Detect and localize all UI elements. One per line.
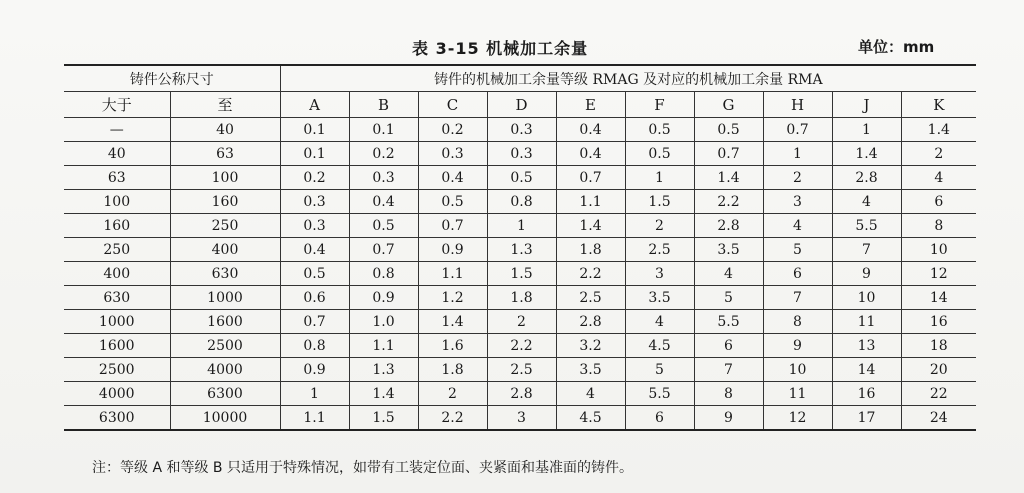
allowance-cell: 0.5 [349, 214, 418, 238]
size-to-cell: 1600 [170, 310, 280, 334]
allowance-cell: 2.5 [625, 238, 694, 262]
allowance-cell: 0.5 [625, 118, 694, 142]
table-row [64, 214, 976, 238]
allowance-cell: 7 [763, 286, 832, 310]
size-from-cell: 100 [64, 190, 170, 214]
grade-col-header: A [280, 92, 349, 118]
size-from-cell: 4000 [64, 382, 170, 406]
table-row [64, 358, 976, 382]
allowance-cell: 1.5 [349, 406, 418, 431]
allowance-cell: 0.5 [418, 190, 487, 214]
allowance-cell: 0.2 [418, 118, 487, 142]
allowance-cell: 18 [901, 334, 976, 358]
allowance-cell: 2.2 [418, 406, 487, 431]
allowance-cell: 2.2 [556, 262, 625, 286]
allowance-cell: 0.8 [487, 190, 556, 214]
allowance-cell: 24 [901, 406, 976, 431]
allowance-cell: 0.7 [763, 118, 832, 142]
allowance-cell: 1.2 [418, 286, 487, 310]
allowance-cell: 0.7 [280, 310, 349, 334]
allowance-cell: 17 [832, 406, 901, 431]
allowance-cell: 1.3 [349, 358, 418, 382]
size-to-cell: 10000 [170, 406, 280, 431]
grade-col-header: K [901, 92, 976, 118]
allowance-cell: 1.1 [280, 406, 349, 431]
allowance-cell: 2.2 [487, 334, 556, 358]
allowance-cell: 1 [763, 142, 832, 166]
size-from-cell: 1600 [64, 334, 170, 358]
allowance-cell: 2 [901, 142, 976, 166]
allowance-cell: 22 [901, 382, 976, 406]
table-row [64, 142, 976, 166]
allowance-cell: 1.6 [418, 334, 487, 358]
allowance-cell: 4 [625, 310, 694, 334]
size-header: 铸件公称尺寸 [64, 65, 280, 92]
grade-header: 铸件的机械加工余量等级 RMAG 及对应的机械加工余量 RMA [280, 65, 976, 92]
allowance-cell: 16 [901, 310, 976, 334]
allowance-cell: 10 [763, 358, 832, 382]
allowance-cell: 1.4 [832, 142, 901, 166]
grade-col-header: E [556, 92, 625, 118]
size-from-cell: 40 [64, 142, 170, 166]
allowance-cell: 1.5 [487, 262, 556, 286]
table-row [64, 262, 976, 286]
allowance-cell: 3.5 [694, 238, 763, 262]
allowance-cell: 0.4 [349, 190, 418, 214]
grade-col-header: B [349, 92, 418, 118]
header-row-1 [64, 65, 976, 92]
allowance-cell: 0.1 [280, 118, 349, 142]
allowance-cell: 1.4 [901, 118, 976, 142]
grade-col-header: C [418, 92, 487, 118]
allowance-cell: 12 [901, 262, 976, 286]
allowance-cell: 2 [763, 166, 832, 190]
allowance-cell: 11 [763, 382, 832, 406]
allowance-cell: 2.8 [487, 382, 556, 406]
allowance-cell: 1.4 [349, 382, 418, 406]
allowance-cell: 5.5 [832, 214, 901, 238]
allowance-cell: 2.2 [694, 190, 763, 214]
allowance-cell: 2.5 [556, 286, 625, 310]
allowance-cell: 11 [832, 310, 901, 334]
allowance-cell: 1.0 [349, 310, 418, 334]
allowance-cell: 0.9 [280, 358, 349, 382]
size-to-cell: 40 [170, 118, 280, 142]
table-row [64, 334, 976, 358]
allowance-cell: 3 [625, 262, 694, 286]
allowance-cell: 9 [832, 262, 901, 286]
size-from-cell: 160 [64, 214, 170, 238]
allowance-cell: 5 [763, 238, 832, 262]
allowance-cell: 1.1 [349, 334, 418, 358]
allowance-cell: 6 [901, 190, 976, 214]
allowance-cell: 0.3 [349, 166, 418, 190]
allowance-cell: 6 [694, 334, 763, 358]
allowance-cell: 9 [763, 334, 832, 358]
allowance-cell: 1.5 [625, 190, 694, 214]
allowance-cell: 1.1 [556, 190, 625, 214]
allowance-cell: 10 [832, 286, 901, 310]
size-to-cell: 400 [170, 238, 280, 262]
allowance-cell: 5.5 [625, 382, 694, 406]
header-row-2 [64, 92, 976, 118]
size-from-cell: 400 [64, 262, 170, 286]
allowance-cell: 0.5 [625, 142, 694, 166]
allowance-cell: 6 [763, 262, 832, 286]
grade-col-header: D [487, 92, 556, 118]
allowance-cell: 1.8 [487, 286, 556, 310]
allowance-cell: 4 [694, 262, 763, 286]
allowance-cell: 0.1 [349, 118, 418, 142]
allowance-cell: 3 [487, 406, 556, 431]
allowance-cell: 0.7 [349, 238, 418, 262]
size-to-cell: 2500 [170, 334, 280, 358]
allowance-cell: 6 [625, 406, 694, 431]
allowance-cell: 0.3 [487, 142, 556, 166]
allowance-cell: 3.5 [625, 286, 694, 310]
allowance-cell: 7 [694, 358, 763, 382]
allowance-cell: 0.2 [280, 166, 349, 190]
allowance-cell: 3.2 [556, 334, 625, 358]
allowance-cell: 4.5 [625, 334, 694, 358]
table-title: 表 3-15 机械加工余量 [412, 39, 589, 58]
size-to-cell: 1000 [170, 286, 280, 310]
allowance-cell: 0.4 [556, 142, 625, 166]
allowance-cell: 3 [763, 190, 832, 214]
allowance-cell: 2.8 [694, 214, 763, 238]
allowance-cell: 4 [832, 190, 901, 214]
allowance-cell: 1.3 [487, 238, 556, 262]
size-to-cell: 630 [170, 262, 280, 286]
allowance-cell: 2 [487, 310, 556, 334]
table-row [64, 286, 976, 310]
size-to-cell: 250 [170, 214, 280, 238]
table-row [64, 406, 976, 431]
size-to-cell: 63 [170, 142, 280, 166]
grade-col-header: J [832, 92, 901, 118]
size-from-cell: 63 [64, 166, 170, 190]
allowance-cell: 0.9 [418, 238, 487, 262]
allowance-cell: 0.1 [280, 142, 349, 166]
allowance-cell: 0.5 [487, 166, 556, 190]
allowance-cell: 1 [625, 166, 694, 190]
allowance-cell: 4 [763, 214, 832, 238]
allowance-cell: 3.5 [556, 358, 625, 382]
grade-col-header: G [694, 92, 763, 118]
allowance-cell: 14 [832, 358, 901, 382]
allowance-cell: 0.8 [280, 334, 349, 358]
allowance-cell: 16 [832, 382, 901, 406]
allowance-cell: 0.4 [556, 118, 625, 142]
unit-label: 单位：mm [858, 38, 935, 56]
allowance-cell: 13 [832, 334, 901, 358]
allowance-cell: 1.4 [694, 166, 763, 190]
allowance-cell: 10 [901, 238, 976, 262]
allowance-cell: 8 [694, 382, 763, 406]
allowance-cell: 1.4 [418, 310, 487, 334]
allowance-cell: 0.3 [280, 190, 349, 214]
col-from-header: 大于 [64, 92, 170, 118]
table-row [64, 166, 976, 190]
allowance-cell: 2.5 [487, 358, 556, 382]
table-row [64, 238, 976, 262]
size-to-cell: 100 [170, 166, 280, 190]
footnote: 注：等级 A 和等级 B 只适用于特殊情况，如带有工装定位面、夹紧面和基准面的铸件。 [92, 460, 633, 476]
allowance-cell: 8 [763, 310, 832, 334]
allowance-cell: 1.8 [556, 238, 625, 262]
allowance-cell: 0.3 [418, 142, 487, 166]
table-row [64, 190, 976, 214]
allowance-cell: 0.4 [418, 166, 487, 190]
allowance-cell: 0.5 [694, 118, 763, 142]
machining-allowance-table [64, 64, 976, 431]
allowance-cell: 4 [556, 382, 625, 406]
table-row [64, 310, 976, 334]
allowance-cell: 0.5 [280, 262, 349, 286]
allowance-cell: 1 [487, 214, 556, 238]
size-from-cell: 250 [64, 238, 170, 262]
title-bar [0, 36, 1024, 60]
allowance-cell: 5 [625, 358, 694, 382]
allowance-cell: 20 [901, 358, 976, 382]
size-from-cell: 6300 [64, 406, 170, 431]
allowance-cell: 2 [625, 214, 694, 238]
allowance-cell: 0.7 [418, 214, 487, 238]
grade-col-header: F [625, 92, 694, 118]
size-from-cell: 2500 [64, 358, 170, 382]
allowance-cell: 0.8 [349, 262, 418, 286]
allowance-cell: 1.4 [556, 214, 625, 238]
table-row [64, 118, 976, 142]
allowance-cell: 2.8 [832, 166, 901, 190]
allowance-cell: 0.9 [349, 286, 418, 310]
grade-col-header: H [763, 92, 832, 118]
allowance-cell: 2 [418, 382, 487, 406]
size-from-cell: — [64, 118, 170, 142]
allowance-cell: 1 [280, 382, 349, 406]
allowance-cell: 0.6 [280, 286, 349, 310]
allowance-cell: 14 [901, 286, 976, 310]
allowance-cell: 4.5 [556, 406, 625, 431]
allowance-cell: 1 [832, 118, 901, 142]
size-from-cell: 630 [64, 286, 170, 310]
allowance-cell: 4 [901, 166, 976, 190]
table-row [64, 382, 976, 406]
allowance-cell: 0.2 [349, 142, 418, 166]
allowance-cell: 5 [694, 286, 763, 310]
size-from-cell: 1000 [64, 310, 170, 334]
size-to-cell: 160 [170, 190, 280, 214]
table-body [64, 118, 976, 431]
col-to-header: 至 [170, 92, 280, 118]
allowance-cell: 7 [832, 238, 901, 262]
size-to-cell: 4000 [170, 358, 280, 382]
allowance-cell: 1.8 [418, 358, 487, 382]
size-to-cell: 6300 [170, 382, 280, 406]
allowance-cell: 9 [694, 406, 763, 431]
allowance-cell: 0.7 [556, 166, 625, 190]
allowance-cell: 0.3 [487, 118, 556, 142]
allowance-cell: 2.8 [556, 310, 625, 334]
allowance-cell: 1.1 [418, 262, 487, 286]
allowance-cell: 8 [901, 214, 976, 238]
allowance-cell: 5.5 [694, 310, 763, 334]
allowance-cell: 12 [763, 406, 832, 431]
allowance-cell: 0.7 [694, 142, 763, 166]
allowance-cell: 0.3 [280, 214, 349, 238]
allowance-cell: 0.4 [280, 238, 349, 262]
